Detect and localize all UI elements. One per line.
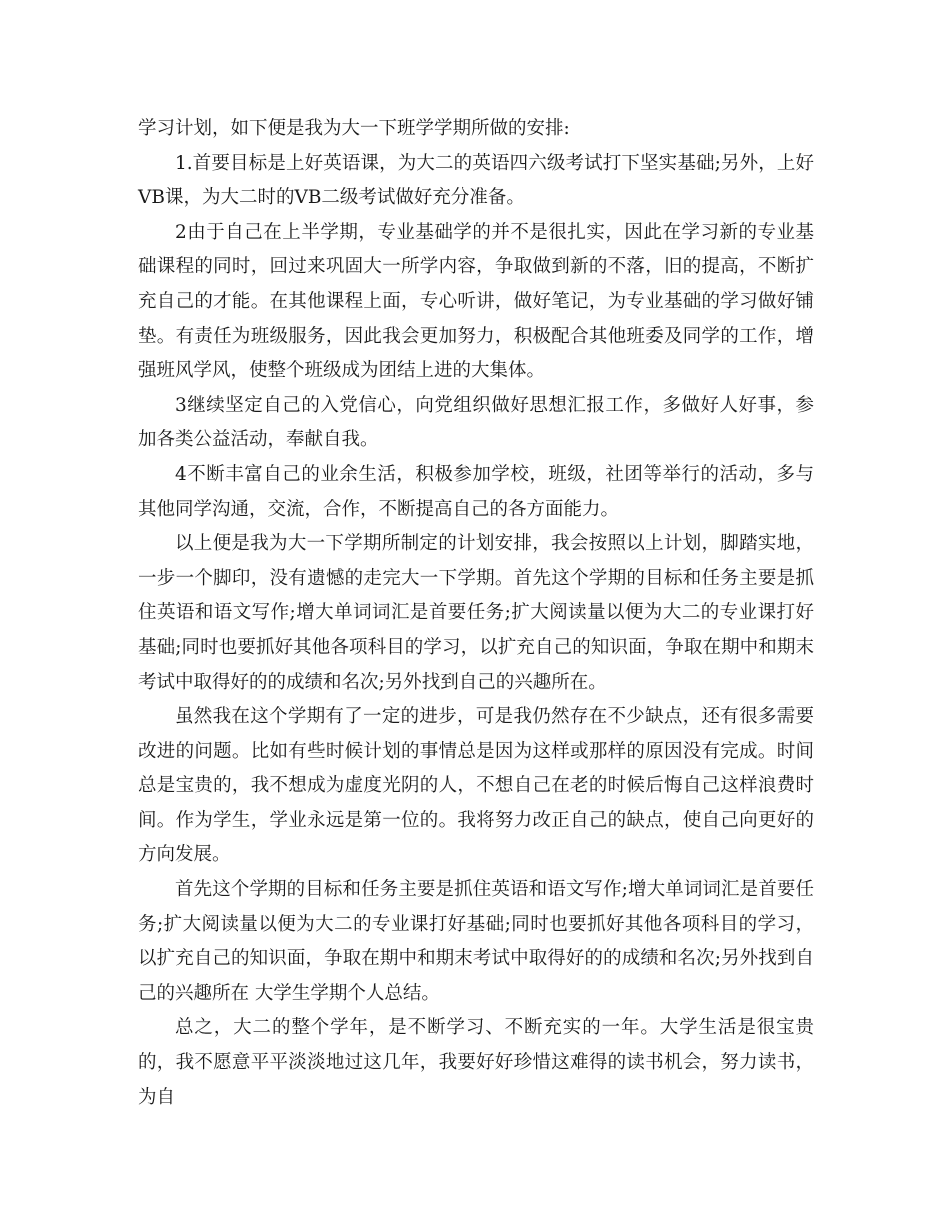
paragraph-reflection: 虽然我在这个学期有了一定的进步，可是我仍然存在不少缺点，还有很多需要改进的问题。比如有些时候计划的事情总是因为这样或那样的原因没有完成。时间总是宝贵的，我不想成为虚度光阴的人，不想自己在老的时候后悔自己这样浪费时间。作为学生，学业永远是第一位的。我将努力改正自己的缺点，使自己向更好的方向发展。: [138, 706, 814, 866]
paragraph-semester-goals: 首先这个学期的目标和任务主要是抓住英语和语文写作;增大单词词汇是首要任务;扩大阅读量以便为大二的专业课打好基础;同时也要抓好其他各项科目的学习，以扩充自己的知识面，争取在期中和期末考试中取得好的的成绩和名次;另外找到自己的兴趣所在 大学生学期个人总结。: [138, 879, 814, 1004]
paragraph-conclusion: 总之，大二的整个学年，是不断学习、不断充实的一年。大学生活是很宝贵的，我不愿意平平淡淡地过这几年，我要好好珍惜这难得的读书机会，努力读书，为自: [138, 1017, 814, 1108]
paragraph-goal-2: 2由于自己在上半学期，专业基础学的并不是很扎实，因此在学习新的专业基础课程的同时，回过来巩固大一所学内容，争取做到新的不落，旧的提高，不断扩充自己的才能。在其他课程上面，专心听讲，做好笔记，为专业基础的学习做好铺垫。有责任为班级服务，因此我会更加努力，积极配合其他班委及同学的工作，增强班风学风，使整个班级成为团结上进的大集体。: [138, 221, 814, 382]
paragraph-goal-4: 4不断丰富自己的业余生活，积极参加学校，班级，社团等举行的活动，多与其他同学沟通，交流，合作，不断提高自己的各方面能力。: [138, 463, 814, 520]
paragraph-plan-summary: 以上便是我为大一下学期所制定的计划安排，我会按照以上计划，脚踏实地，一步一个脚印，没有遗憾的走完大一下学期。首先这个学期的目标和任务主要是抓住英语和语文写作;增大单词词汇是首要任务;扩大阅读量以便为大二的专业课打好基础;同时也要抓好其他各项科目的学习，以扩充自己的知识面，争取在期中和期末考试中取得好的的成绩和名次;另外找到自己的兴趣所在。: [138, 533, 814, 693]
paragraph-goal-1: 1.首要目标是上好英语课，为大二的英语四六级考试打下坚实基础;另外，上好VB课，为大二时的VB二级考试做好充分准备。: [138, 152, 814, 209]
document-body: [138, 112, 814, 1115]
paragraph-intro: 学习计划，如下便是我为大一下班学学期所做的安排:: [138, 118, 570, 139]
paragraph-goal-3: 3继续坚定自己的入党信心，向党组织做好思想汇报工作，多做好人好事，参加各类公益活动，奉献自我。: [138, 394, 814, 451]
